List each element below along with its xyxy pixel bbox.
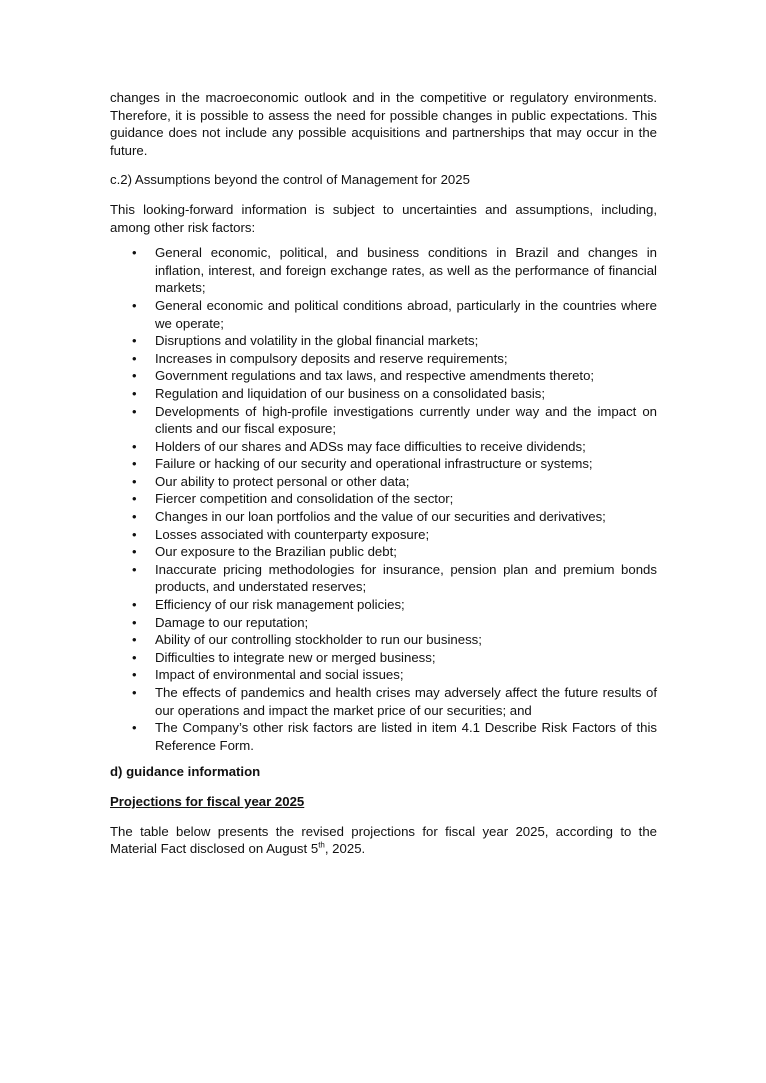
list-item bbox=[110, 596, 657, 614]
list-item bbox=[110, 631, 657, 649]
list-item bbox=[110, 455, 657, 473]
list-item-text: The effects of pandemics and health crises may adversely affect the future results of our operations and impact the market price of our securities; and bbox=[155, 685, 657, 718]
list-item bbox=[110, 508, 657, 526]
list-item bbox=[110, 244, 657, 297]
list-item-text: Disruptions and volatility in the global financial markets; bbox=[155, 333, 479, 349]
list-item bbox=[110, 684, 657, 719]
bullet-icon: • bbox=[132, 685, 137, 700]
section-heading: d) guidance information bbox=[110, 764, 261, 780]
list-item-text: Holders of our shares and ADSs may face difficulties to receive dividends; bbox=[155, 438, 586, 454]
list-item bbox=[110, 490, 657, 508]
risk-factors-list bbox=[110, 244, 657, 754]
bullet-icon: • bbox=[132, 649, 137, 665]
closing-text: The table below presents the revised projections for fiscal year 2025, according to the Material Fact disclosed on August 5 bbox=[110, 823, 657, 857]
list-item bbox=[110, 385, 657, 403]
intro-paragraph: changes in the macroeconomic outlook and in the competitive or regulatory environments. Therefore, it is possible to assess the need for possible changes in public expectations. This guidance does not include any possible acquisitions and partnerships that may occur in the future. bbox=[110, 90, 657, 158]
list-item bbox=[110, 719, 657, 754]
list-item-text: Losses associated with counterparty exposure; bbox=[155, 526, 430, 542]
list-item-text: Regulation and liquidation of our business on a consolidated basis; bbox=[155, 385, 546, 401]
closing-text-end: , 2025. bbox=[324, 841, 366, 857]
list-item-text: Failure or hacking of our security and operational infrastructure or systems; bbox=[155, 456, 593, 472]
list-item bbox=[110, 297, 657, 332]
list-item bbox=[110, 438, 657, 456]
list-item bbox=[110, 614, 657, 632]
bullet-icon: • bbox=[132, 720, 137, 736]
list-item bbox=[110, 649, 657, 667]
ordinal-suffix: th bbox=[318, 840, 325, 850]
bullet-icon: • bbox=[132, 526, 137, 542]
subsection-heading: c.2) Assumptions beyond the control of Management for 2025 bbox=[110, 172, 470, 188]
list-item-text: Ability of our controlling stockholder to run our business; bbox=[155, 632, 482, 648]
list-item-text: Impact of environmental and social issues; bbox=[155, 667, 404, 683]
list-item-text: General economic, political, and business conditions in Brazil and changes in inflation, interest, and foreign exchange rates, as well as the performance of financial markets; bbox=[155, 245, 657, 296]
list-item-text: Inaccurate pricing methodologies for insurance, pension plan and premium bonds products, and understated reserves; bbox=[155, 561, 657, 595]
bullet-icon: • bbox=[132, 333, 137, 349]
list-item bbox=[110, 332, 657, 350]
closing-paragraph bbox=[110, 823, 657, 858]
list-item bbox=[110, 403, 657, 438]
list-item bbox=[110, 526, 657, 544]
bullet-icon: • bbox=[132, 473, 137, 489]
list-item bbox=[110, 473, 657, 491]
list-item-text: Damage to our reputation; bbox=[155, 614, 309, 630]
bullet-icon: • bbox=[132, 509, 137, 525]
bullet-icon: • bbox=[132, 597, 137, 613]
list-item-text: Efficiency of our risk management policies; bbox=[155, 597, 405, 613]
list-item-text: Increases in compulsory deposits and reserve requirements; bbox=[155, 350, 508, 366]
list-item-text: Our ability to protect personal or other data; bbox=[155, 473, 410, 489]
bullet-icon: • bbox=[132, 491, 137, 507]
list-item bbox=[110, 350, 657, 368]
list-item-text: Our exposure to the Brazilian public debt; bbox=[155, 544, 397, 560]
bullet-icon: • bbox=[132, 368, 137, 384]
list-item bbox=[110, 561, 657, 596]
bullet-icon: • bbox=[132, 632, 137, 648]
list-item bbox=[110, 666, 657, 684]
lead-paragraph: This looking-forward information is subject to uncertainties and assumptions, including, among other risk factors: bbox=[110, 201, 657, 235]
list-item-text: Changes in our loan portfolios and the value of our securities and derivatives; bbox=[155, 509, 606, 525]
bullet-icon: • bbox=[132, 614, 137, 630]
list-item bbox=[110, 367, 657, 385]
bullet-icon: • bbox=[132, 403, 137, 419]
projections-heading: Projections for fiscal year 2025 bbox=[110, 793, 305, 809]
document-page bbox=[110, 89, 657, 858]
list-item-text: Fiercer competition and consolidation of the sector; bbox=[155, 491, 454, 507]
bullet-icon: • bbox=[132, 438, 137, 454]
bullet-icon: • bbox=[132, 385, 137, 401]
list-item-text: Developments of high-profile investigations currently under way and the impact on clients and our fiscal exposure; bbox=[155, 403, 657, 437]
bullet-icon: • bbox=[132, 667, 137, 683]
list-item-text: General economic and political conditions abroad, particularly in the countries where we operate; bbox=[155, 297, 657, 331]
bullet-icon: • bbox=[132, 245, 137, 261]
bullet-icon: • bbox=[132, 561, 137, 577]
bullet-icon: • bbox=[132, 350, 137, 366]
bullet-icon: • bbox=[132, 456, 137, 472]
bullet-icon: • bbox=[132, 297, 137, 313]
list-item-text: The Company’s other risk factors are listed in item 4.1 Describe Risk Factors of this Reference Form. bbox=[155, 720, 657, 753]
list-item-text: Difficulties to integrate new or merged business; bbox=[155, 649, 436, 665]
list-item bbox=[110, 543, 657, 561]
bullet-icon: • bbox=[132, 544, 137, 560]
list-item-text: Government regulations and tax laws, and respective amendments thereto; bbox=[155, 368, 595, 384]
